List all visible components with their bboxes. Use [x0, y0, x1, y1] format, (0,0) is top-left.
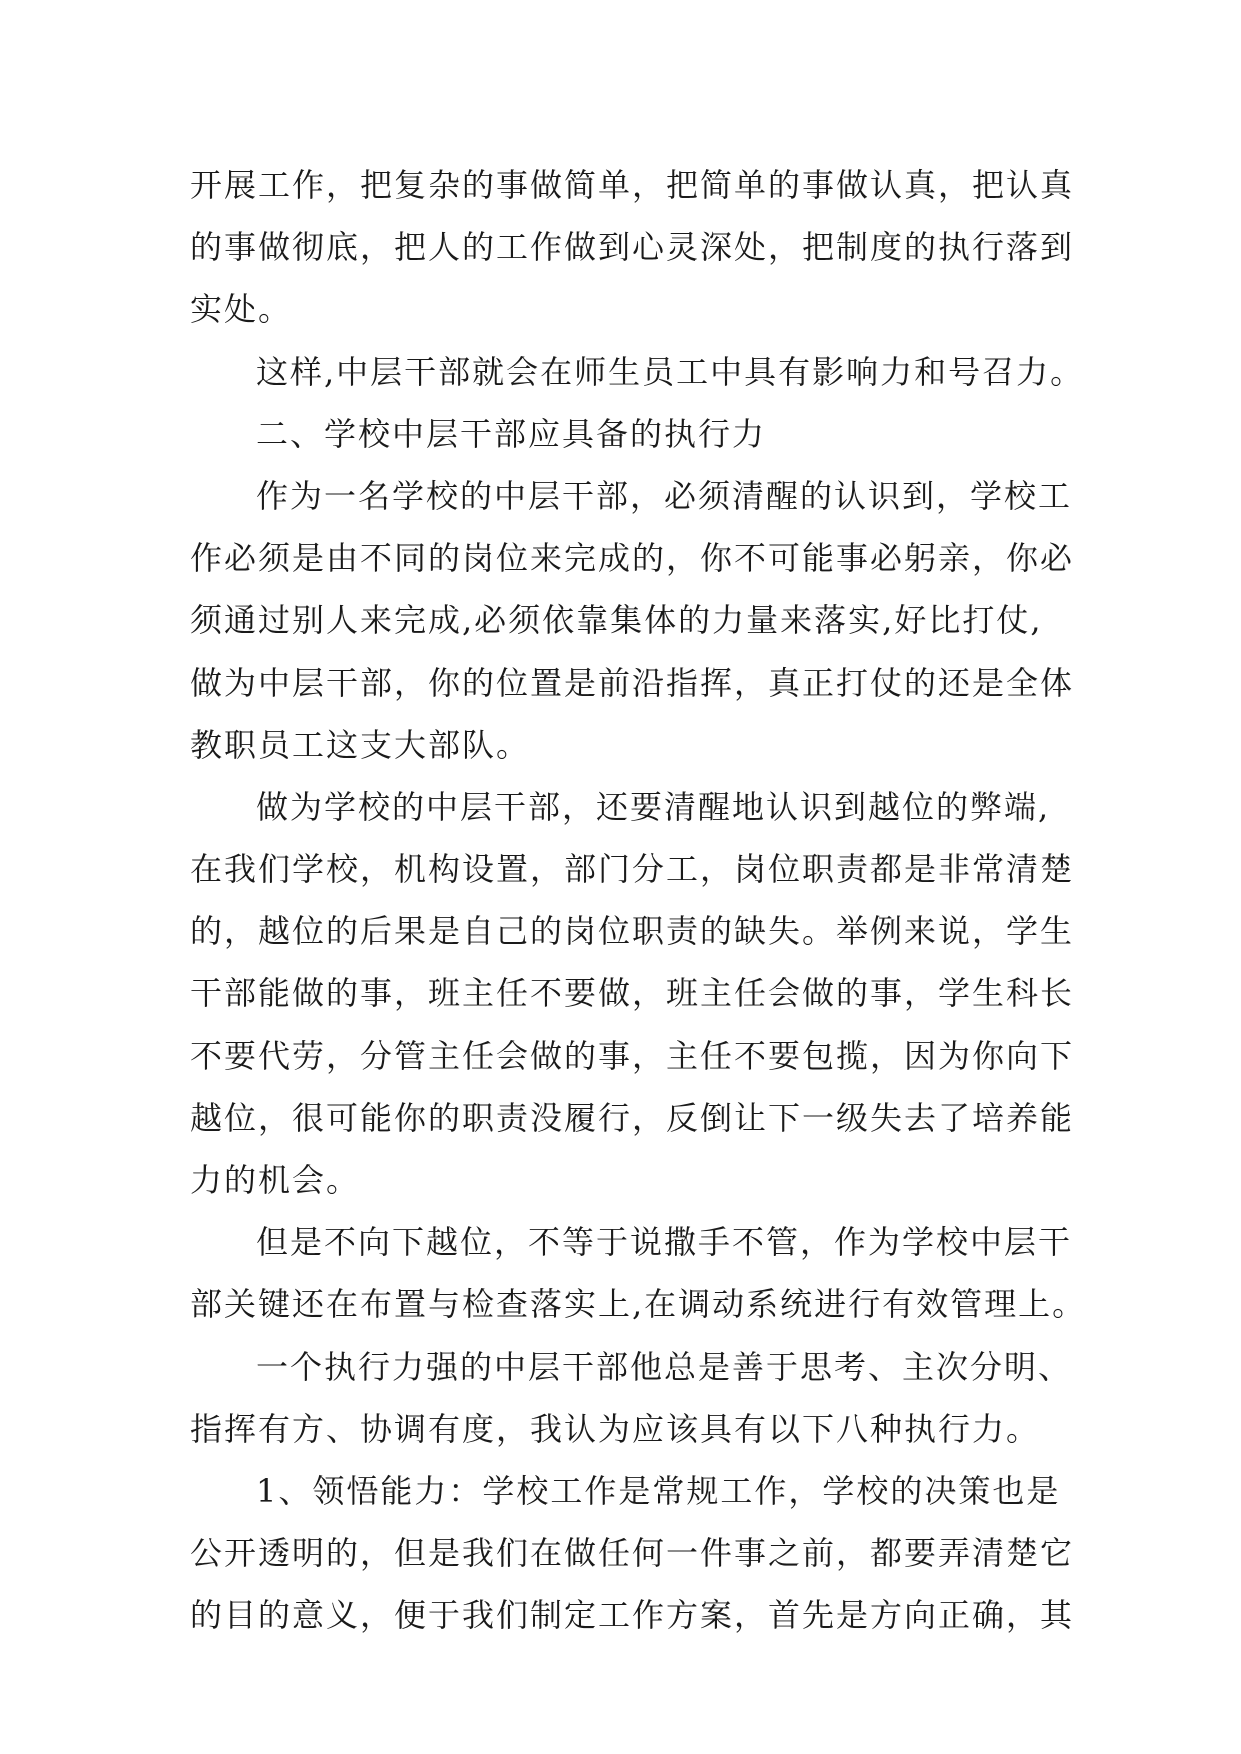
document-body — [190, 154, 1087, 1647]
text-line: 不要代劳，分管主任会做的事，主任不要包揽，因为你向下 — [190, 1036, 1075, 1075]
text-line: 这样,中层干部就会在师生员工中具有影响力和号召力。 — [256, 352, 1085, 391]
text-line: 的事做彻底，把人的工作做到心灵深处，把制度的执行落到 — [190, 228, 1075, 267]
text-line: 一个执行力强的中层干部他总是善于思考、主次分明、 — [256, 1347, 1073, 1386]
text-line: 二、学校中层干部应具备的执行力 — [256, 414, 767, 453]
text-line: 的目的意义，便于我们制定工作方案，首先是方向正确，其 — [190, 1596, 1075, 1635]
text-line: 实处。 — [190, 290, 293, 329]
text-line: 须通过别人来完成,必须依靠集体的力量来落实,好比打仗, — [190, 601, 1043, 640]
text-line: 在我们学校，机构设置，部门分工，岗位职责都是非常清楚 — [190, 850, 1075, 889]
text-line: 作必须是由不同的岗位来完成的，你不可能事必躬亲，你必 — [190, 539, 1075, 578]
text-line: 作为一名学校的中层干部，必须清醒的认识到，学校工 — [256, 476, 1073, 515]
text-line: 指挥有方、协调有度，我认为应该具有以下八种执行力。 — [190, 1409, 1041, 1448]
text-line: 的，越位的后果是自己的岗位职责的缺失。举例来说，学生 — [190, 912, 1075, 951]
text-line: 干部能做的事，班主任不要做，班主任会做的事，学生科长 — [190, 974, 1075, 1013]
text-line: 部关键还在布置与检查落实上,在调动系统进行有效管理上。 — [190, 1285, 1087, 1324]
text-line: 开展工作，把复杂的事做简单，把简单的事做认真，把认真 — [190, 166, 1075, 204]
text-line: 越位，很可能你的职责没履行，反倒让下一级失去了培养能 — [190, 1098, 1075, 1137]
text-line: 力的机会。 — [190, 1161, 361, 1199]
text-line: 但是不向下越位，不等于说撒手不管，作为学校中层干 — [256, 1223, 1073, 1262]
text-line: 公开透明的，但是我们在做任何一件事之前，都要弄清楚它 — [190, 1534, 1075, 1573]
text-line: 做为学校的中层干部，还要清醒地认识到越位的弊端, — [256, 787, 1051, 826]
text-line: 教职员工这支大部队。 — [190, 725, 531, 764]
text-line: 做为中层干部，你的位置是前沿指挥，真正打仗的还是全体 — [190, 663, 1075, 702]
text-line: 1、领悟能力：学校工作是常规工作，学校的决策也是 — [256, 1471, 1061, 1510]
